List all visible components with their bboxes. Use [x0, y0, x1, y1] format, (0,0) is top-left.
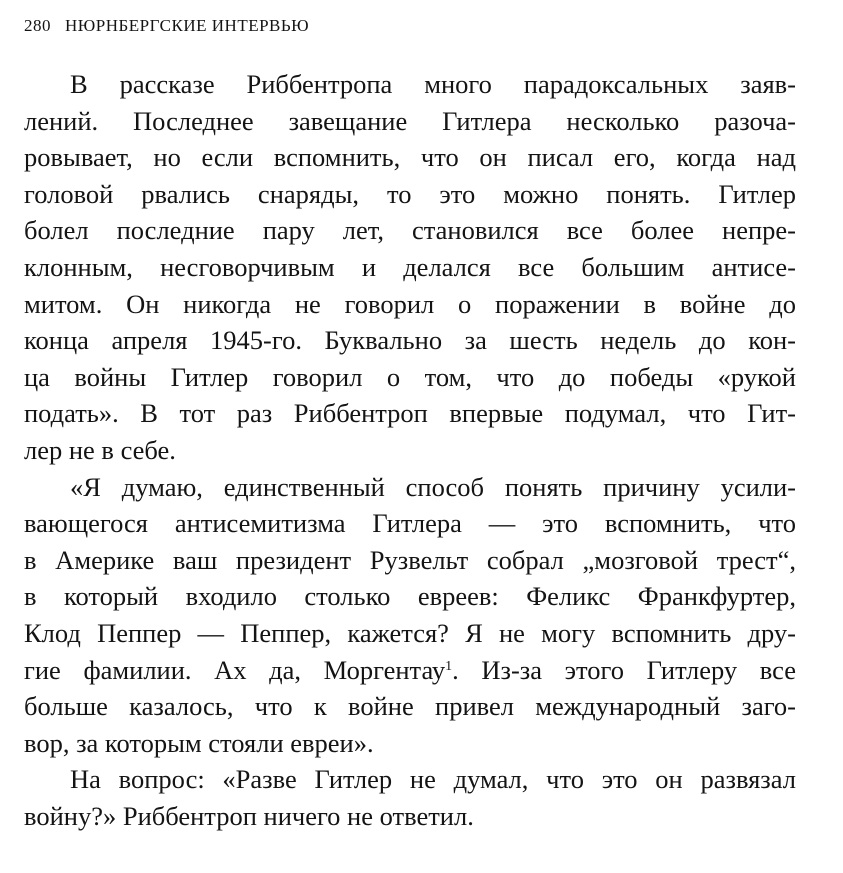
book-page — [24, 0, 796, 873]
text-line: в который входило столько евреев: Феликс Франкфуртер, — [24, 581, 796, 612]
text-line: вор, за которым стояли евреи». — [24, 727, 374, 758]
running-title: НЮРНБЕРГСКИЕ ИНТЕРВЬЮ — [65, 16, 310, 35]
text-fragment: . Из-за этого Гитлеру все — [452, 654, 796, 685]
text-line: подать». В тот раз Риббентроп впервые подумал, что Гит- — [24, 398, 796, 429]
text-line: войну?» Риббентроп ничего не ответил. — [24, 800, 474, 831]
body-text — [24, 66, 796, 834]
text-fragment: гие фамилии. Ах да, Моргентау — [24, 654, 446, 685]
text-line: головой рвались снаряды, то это можно понять. Гитлер — [24, 178, 796, 209]
text-line: лений. Последнее завещание Гитлера несколько разоча- — [24, 105, 796, 136]
text-line: ца войны Гитлер говорил о том, что до победы «рукой — [24, 361, 796, 392]
footnote-marker[interactable]: 1 — [445, 658, 453, 674]
text-line: болел последние пару лет, становился все более непре- — [24, 215, 796, 246]
text-line: больше казалось, что к войне привел международный заго- — [24, 691, 796, 722]
text-line: В рассказе Риббентропа много парадоксальных заяв- — [70, 69, 796, 99]
text-line: Клод Пеппер — Пеппер, кажется? Я не могу вспомнить дру- — [24, 617, 796, 648]
text-line-with-footnote — [24, 652, 796, 689]
page-number: 280 — [24, 16, 51, 35]
text-line: клонным, несговорчивым и делался все большим антисе- — [24, 251, 796, 282]
text-line: На вопрос: «Разве Гитлер не думал, что это он развязал — [70, 764, 796, 795]
text-line: конца апреля 1945-го. Буквально за шесть недель до кон- — [24, 325, 796, 356]
text-line: вающегося антисемитизма Гитлера — это вспомнить, что — [24, 508, 796, 539]
text-line: «Я думаю, единственный способ понять причину усили- — [70, 471, 796, 502]
text-line: митом. Он никогда не говорил о поражении в войне до — [24, 288, 796, 319]
text-line: лер не в себе. — [24, 434, 176, 465]
text-line: в Америке ваш президент Рузвельт собрал „мозговой трест“, — [24, 544, 796, 575]
running-header — [24, 16, 309, 36]
text-line: ровывает, но если вспомнить, что он писал его, когда над — [24, 142, 796, 173]
